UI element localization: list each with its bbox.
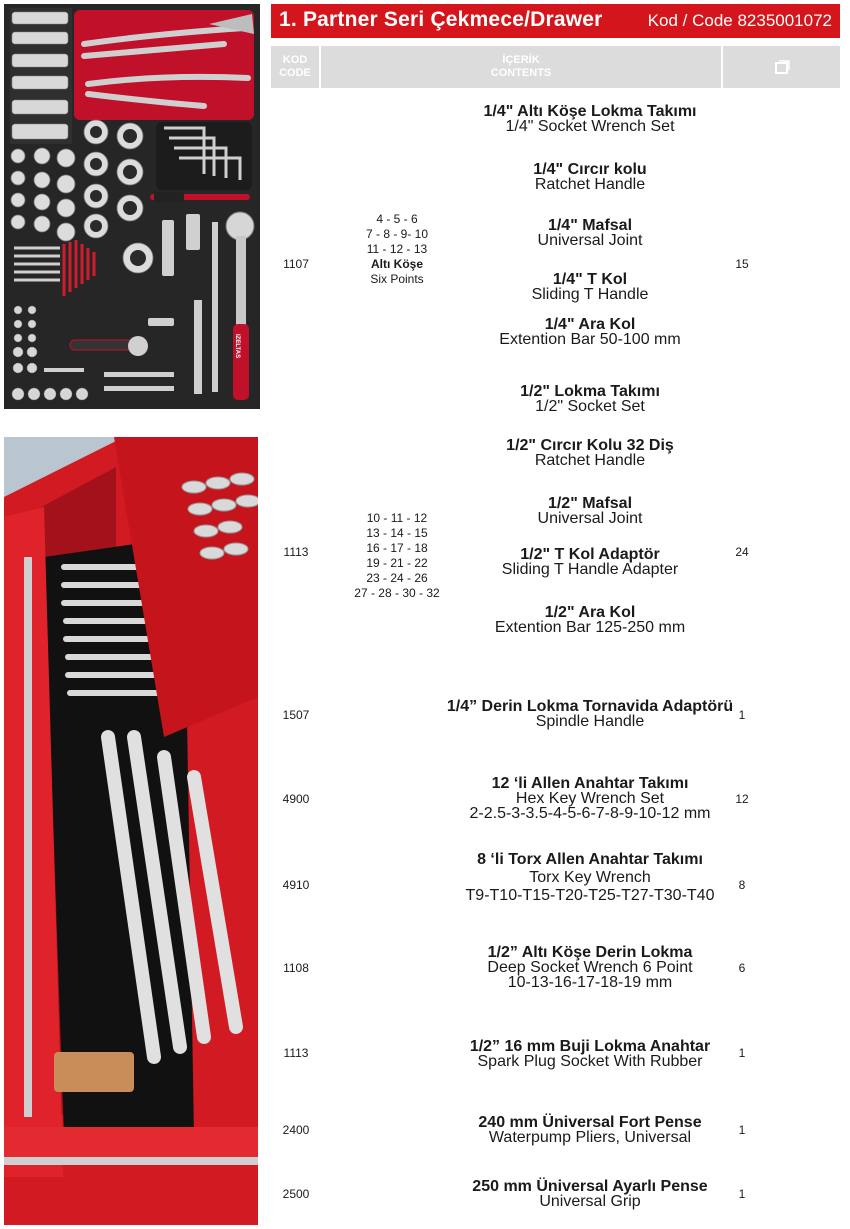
row-qty: 12 [735,792,749,806]
size-line: 7 - 8 - 9- 10 [365,227,429,241]
item-name-tr: 1/2" Mafsal [547,495,633,512]
item-name-tr: 1/4" Altı Köşe Lokma Takımı [483,103,697,120]
item-name-tr: 240 mm Üniversal Fort Pense [478,1114,702,1131]
product-code: Kod / Code 8235001072 [647,11,832,30]
tool-tray-photo [4,4,260,409]
size-line: 4 - 5 - 6 [376,212,418,226]
row-qty: 1 [738,1123,746,1137]
item-name-en: 1/4" Socket Wrench Set [505,118,675,135]
item-name-en: Sliding T Handle Adapter [501,561,679,578]
column-header-code [271,46,319,88]
size-line: 16 - 17 - 18 [366,541,428,555]
item-name-en: Spindle Handle [535,713,645,730]
drawer-cabinet-photo [4,437,258,1225]
code-header-en: CODE [279,67,311,79]
content-item [440,317,740,347]
row-code: 2400 [282,1123,310,1137]
item-sizes: T9-T10-T15-T20-T25-T27-T30-T40 [465,887,715,904]
item-name-tr: 1/4" Cırcır kolu [533,161,647,178]
content-item [440,699,740,729]
contents-header-en: CONTENTS [490,67,552,79]
size-type-tr: Altı Köşe [370,257,423,271]
item-name-en: Torx Key Wrench [529,869,651,886]
contents-header-tr: İÇERİK [502,54,540,66]
size-type-en: Six Points [370,272,424,286]
row-qty: 1 [738,1187,746,1201]
content-item [440,851,740,905]
item-name-tr: 1/4" T Kol [552,271,628,288]
item-sizes: 10-13-16-17-18-19 mm [507,974,673,991]
item-name-en: 1/2" Socket Set [535,398,645,415]
row-code: 1108 [283,961,309,975]
item-sizes: 2-2.5-3-3.5-4-5-6-7-8-9-10-12 mm [469,805,711,822]
item-name-tr: 12 ‘li Allen Anahtar Takımı [491,775,689,792]
item-name-tr: 1/2" Lokma Takımı [520,383,660,400]
content-item [440,162,740,192]
row-code: 2500 [282,1187,310,1201]
size-line: 10 - 11 - 12 [366,511,428,525]
size-line: 19 - 21 - 22 [366,556,428,570]
row-qty: 1 [738,1046,746,1060]
item-name-tr: 1/2" Ara Kol [544,604,636,621]
row-code: 4910 [282,878,310,892]
page-title: 1. Partner Seri Çekmece/Drawer [279,8,603,31]
item-name-en: Waterpump Pliers, Universal [488,1129,692,1146]
row-code: 1113 [283,1046,309,1060]
content-item [440,496,740,526]
item-name-en: Universal Grip [539,1193,641,1210]
item-name-tr: 8 ‘li Torx Allen Anahtar Takımı [477,851,703,868]
item-name-en: Universal Joint [537,510,643,527]
item-name-en: Universal Joint [537,232,643,249]
column-header-contents [321,46,721,88]
content-item [440,945,740,990]
content-item [440,1179,740,1209]
content-item [440,272,740,302]
row-code: 1107 [283,257,309,271]
item-name-en: Ratchet Handle [534,452,646,469]
item-name-tr: 1/4” Derin Lokma Tornavida Adaptörü [446,698,734,715]
box-icon [774,59,790,75]
row-code: 4900 [282,792,310,806]
size-line: 27 - 28 - 30 - 32 [354,586,440,600]
item-name-tr: 1/2” 16 mm Buji Lokma Anahtar [469,1038,711,1055]
content-item [440,547,740,577]
item-name-tr: 1/4" Ara Kol [544,316,636,333]
row-qty: 24 [735,545,749,559]
content-item [440,438,740,468]
size-line: 11 - 12 - 13 [366,242,428,256]
item-name-en: Ratchet Handle [534,176,646,193]
content-item [440,776,740,821]
content-item [440,1039,740,1069]
tray-logo-text: IZELTAS [234,334,240,359]
content-item [440,104,740,134]
content-item [440,218,740,248]
item-name-en: Extention Bar 125-250 mm [494,619,686,636]
row-qty: 6 [738,961,746,975]
size-line: 23 - 24 - 26 [366,571,428,585]
code-header-tr: KOD [282,54,308,66]
item-name-tr: 1/2" Cırcır Kolu 32 Diş [506,437,674,454]
item-name-en: Extention Bar 50-100 mm [499,331,681,348]
size-line: 13 - 14 - 15 [366,526,428,540]
column-header-qty [723,46,840,88]
item-name-tr: 1/2” Altı Köşe Derin Lokma [487,944,693,961]
content-item [440,605,740,635]
row-code: 1507 [282,708,310,722]
row-code: 1113 [283,545,309,559]
content-item [440,384,740,414]
content-item [440,1115,740,1145]
item-name-tr: 250 mm Üniversal Ayarlı Pense [472,1178,708,1195]
item-name-en: Deep Socket Wrench 6 Point [487,959,693,976]
item-name-tr: 1/4" Mafsal [547,217,633,234]
item-name-en: Hex Key Wrench Set [515,790,665,807]
item-name-en: Sliding T Handle [531,286,649,303]
row-qty: 8 [738,878,746,892]
item-name-en: Spark Plug Socket With Rubber [477,1053,703,1070]
title-bar [271,4,840,38]
item-name-tr: 1/2" T Kol Adaptör [520,546,660,563]
row-qty: 1 [738,708,746,722]
row-qty: 15 [735,257,749,271]
